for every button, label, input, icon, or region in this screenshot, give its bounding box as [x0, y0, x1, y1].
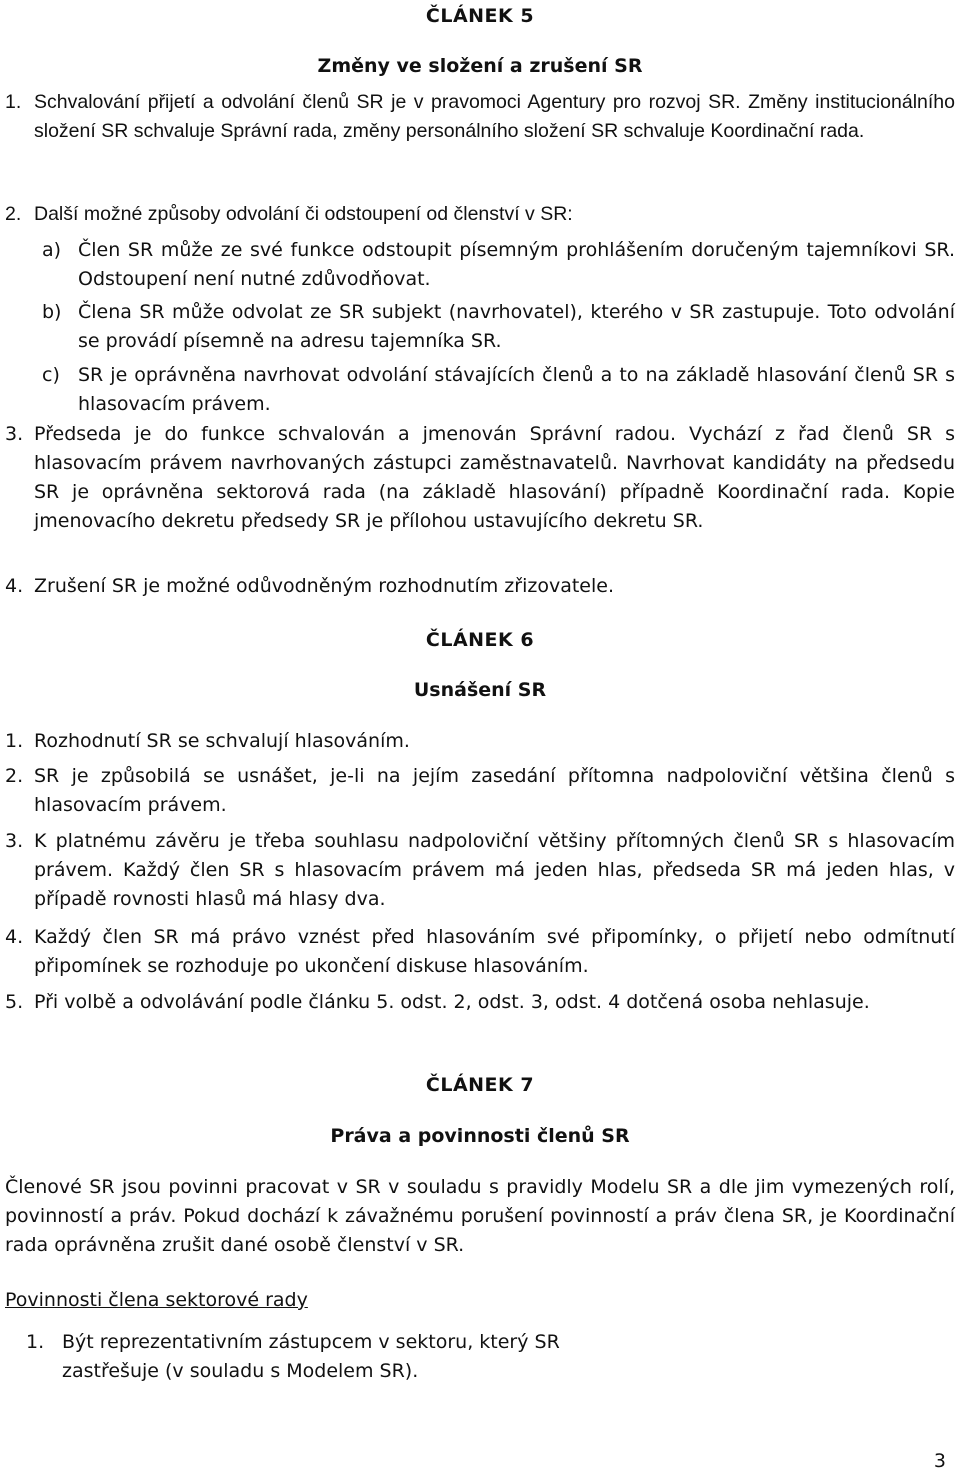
paragraph-text: Rozhodnutí SR se schvalují hlasováním. — [34, 730, 410, 752]
item-text: SR je oprávněna navrhovat odvolání stávajících členů a to na základě hlasování členů SR s hlasovacím právem. — [78, 364, 955, 415]
paragraph-number: 4. — [5, 575, 24, 597]
article-5-paragraph-2 — [5, 200, 955, 229]
paragraph-text: Další možné způsoby odvolání či odstoupení od členství v SR: — [34, 203, 573, 225]
article-7-number: ČLÁNEK 7 — [425, 1074, 535, 1096]
article-6-paragraph-3 — [5, 827, 955, 914]
article-7-title: Práva a povinnosti členů SR — [330, 1125, 630, 1147]
article-5-number: ČLÁNEK 5 — [425, 5, 535, 27]
paragraph-number: 4. — [5, 926, 24, 948]
paragraph-text: Každý člen SR má právo vznést před hlasováním své připomínky, o přijetí nebo odmítnutí připomínek se rozhoduje po ukončení diskuse hlasováním. — [34, 926, 955, 977]
paragraph-text: Zrušení SR je možné odůvodněným rozhodnutím zřizovatele. — [34, 575, 615, 597]
article-7-paragraph-1 — [26, 1328, 636, 1386]
article-5-item-a — [42, 236, 955, 294]
page-number: 3 — [933, 1450, 946, 1472]
paragraph-text: K platnému závěru je třeba souhlasu nadpoloviční většiny přítomných členů SR s hlasovacím právem. Každý člen SR s hlasovacím právem má jeden hlas, předseda SR má jeden hlas, v případě rovnosti hlasů má hlasy dva. — [34, 830, 955, 910]
paragraph-number: 3. — [5, 423, 24, 445]
paragraph-number: 5. — [5, 991, 24, 1013]
item-text: Člen SR může ze své funkce odstoupit písemným prohlášením doručeným tajemníkovi SR. Odstoupení není nutné zdůvodňovat. — [78, 239, 955, 290]
paragraph-text: Při volbě a odvolávání podle článku 5. odst. 2, odst. 3, odst. 4 dotčená osoba nehlasuje. — [34, 991, 870, 1013]
item-label: a) — [42, 239, 62, 261]
article-5-paragraph-4 — [5, 572, 955, 601]
article-5-paragraph-3 — [5, 420, 955, 536]
paragraph-number: 1. — [5, 730, 24, 752]
article-6-paragraph-5 — [5, 988, 955, 1017]
article-6-title: Usnášení SR — [413, 679, 547, 701]
item-label: c) — [42, 364, 60, 386]
article-7-intro: Členové SR jsou povinni pracovat v SR v souladu s pravidly Modelu SR a dle jim vymezených rolí, povinností a práv. Pokud dochází k závažnému porušení povinností a práv člena SR, je Koordinační rada oprávněna zrušit dané osobě členství v SR. — [5, 1176, 955, 1256]
article-6-paragraph-1 — [5, 727, 955, 756]
item-text: Člena SR může odvolat ze SR subjekt (navrhovatel), kterého v SR zastupuje. Toto odvolání se provádí písemně na adresu tajemníka SR. — [78, 301, 955, 352]
article-6-paragraph-2 — [5, 762, 955, 820]
paragraph-number: 1. — [26, 1331, 45, 1353]
article-5-title: Změny ve složení a zrušení SR — [317, 55, 643, 77]
article-5-item-c — [42, 361, 955, 419]
paragraph-number: 2. — [5, 203, 22, 225]
article-6-number: ČLÁNEK 6 — [425, 629, 535, 651]
paragraph-text: Schvalování přijetí a odvolání členů SR je v pravomoci Agentury pro rozvoj SR. Změny institucionálního složení SR schvaluje Správní rada, změny personálního složení SR schvaluje Koordinační rada. — [34, 91, 955, 142]
article-5-paragraph-1 — [5, 88, 955, 146]
paragraph-text: Předseda je do funkce schvalován a jmenován Správní radou. Vychází z řad členů SR s hlasovacím právem navrhovaných zástupci zaměstnavatelů. Navrhovat kandidáty na předsedu SR je oprávněna sektorová rada (na základě hlasování) případně Koordinační rada. Kopie jmenovacího dekretu předsedy SR je přílohou ustavujícího dekretu SR. — [34, 423, 955, 532]
item-label: b) — [42, 301, 62, 323]
article-5-item-b — [42, 298, 955, 356]
paragraph-text: Být reprezentativním zástupcem v sektoru, který SR zastřešuje (v souladu s Modelem SR). — [62, 1331, 560, 1382]
paragraph-number: 2. — [5, 765, 24, 787]
paragraph-number: 3. — [5, 830, 24, 852]
article-6-paragraph-4 — [5, 923, 955, 981]
paragraph-text: SR je způsobilá se usnášet, je-li na jejím zasedání přítomna nadpoloviční většina členů s hlasovacím právem. — [34, 765, 955, 816]
article-7-subheading: Povinnosti člena sektorové rady — [5, 1289, 308, 1311]
paragraph-number: 1. — [5, 91, 22, 113]
